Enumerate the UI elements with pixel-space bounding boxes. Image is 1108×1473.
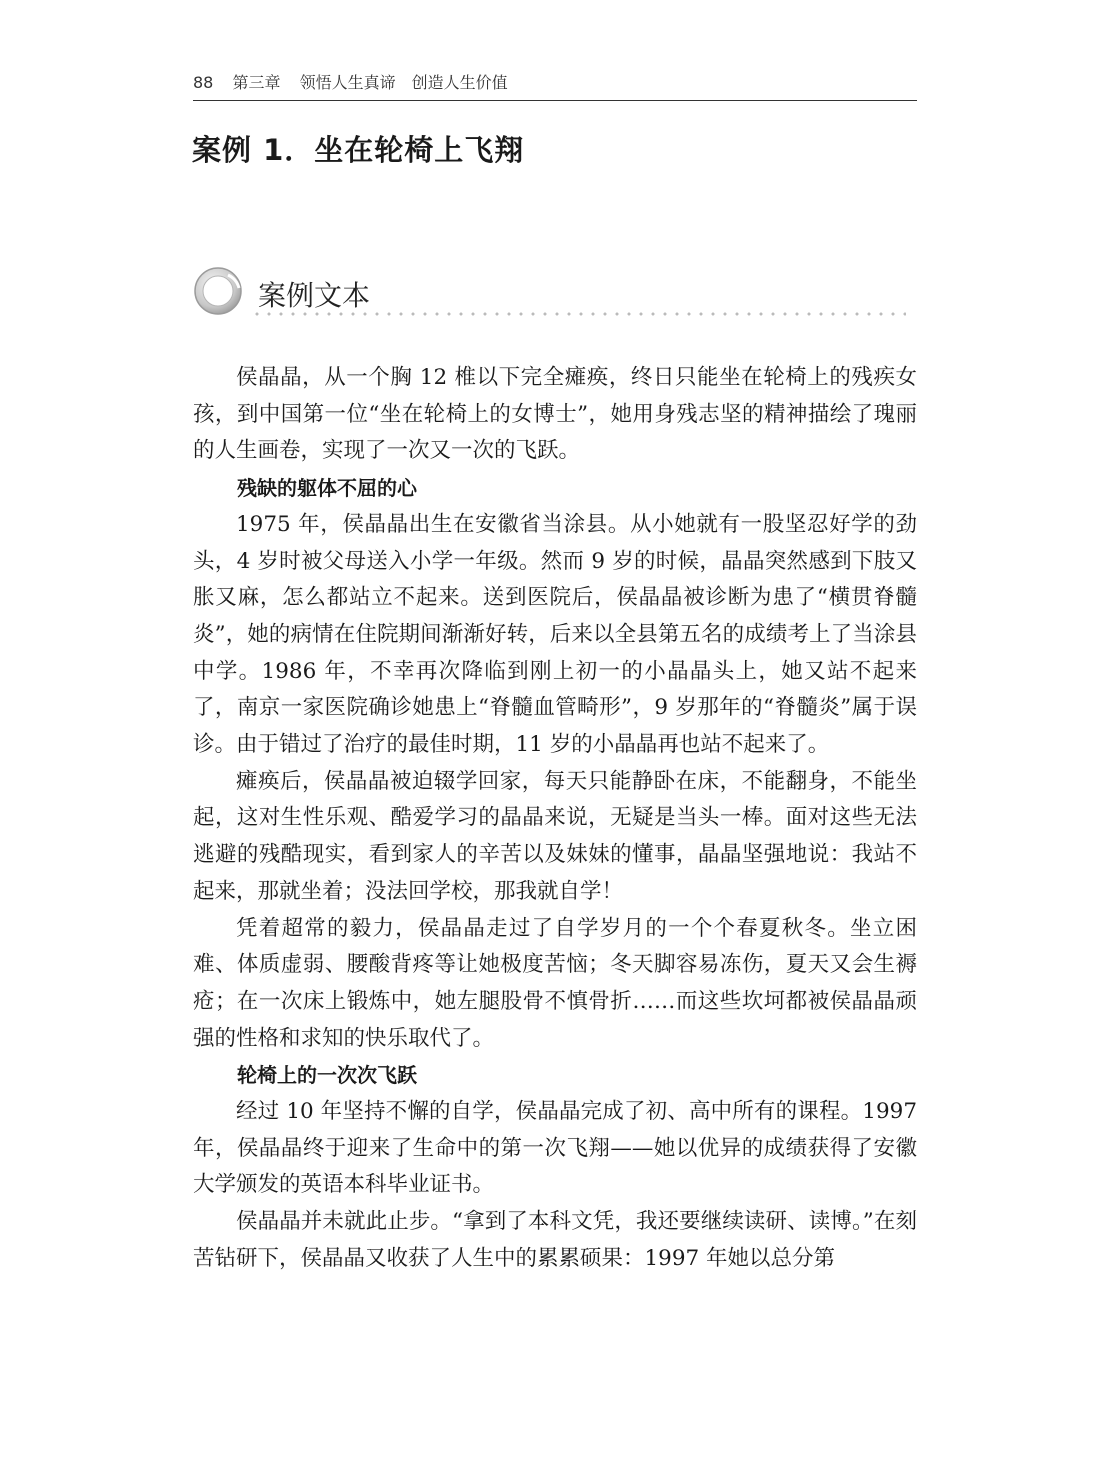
subheading: 轮椅上的一次次飞跃 [237,1063,417,1088]
page-number: 88 [193,73,214,92]
paragraph: 瘫痪后，侯晶晶被迫辍学回家，每天只能静卧在床，不能翻身，不能坐起，这对生性乐观、酷爱学习的晶晶来说，无疑是当头一棒。面对这些无法逃避的残酷现实，看到家人的辛苦以及妹妹的懂事，晶晶坚强地说：我站不起来，那就坐着；没法回学校，那我就自学！ [193,768,917,904]
paragraph: 侯晶晶，从一个胸 12 椎以下完全瘫痪，终日只能坐在轮椅上的残疾女孩，到中国第一位“坐在轮椅上的女博士”，她用身残志坚的精神描绘了瑰丽的人生画卷，实现了一次又一次的飞跃。 [193,365,917,464]
section-heading [193,262,917,322]
subheading: 残缺的躯体不屈的心 [237,476,417,501]
paragraph: 经过 10 年坚持不懈的自学，侯晶晶完成了初、高中所有的课程。1997 年，侯晶晶终于迎来了生命中的第一次飞翔——她以优异的成绩获得了安徽大学颁发的英语本科毕业证书。 [193,1099,917,1198]
chapter-title: 领悟人生真谛 创造人生价值 [299,73,508,92]
case-title: 案例 1．坐在轮椅上飞翔 [192,133,525,167]
paragraph: 凭着超常的毅力，侯晶晶走过了自学岁月的一个个春夏秋冬。坐立困难、体质虚弱、腰酸背疼等让她极度苦恼；冬天脚容易冻伤，夏天又会生褥疮；在一次床上锻炼中，她左腿股骨不慎骨折……而这些坎坷都被侯晶晶顽强的性格和求知的快乐取代了。 [193,915,917,1051]
dotted-divider [251,312,906,316]
article-body [193,360,917,1278]
paragraph: 1975 年，侯晶晶出生在安徽省当涂县。从小她就有一股坚忍好学的劲头，4 岁时被父母送入小学一年级。然而 9 岁的时候，晶晶突然感到下肢又胀又麻，怎么都站立不起来。送到医院后，侯晶晶被诊断为患了“横贯脊髓炎”，她的病情在住院期间渐渐好转，后来以全县第五名的成绩考上了当涂县中学。1986 年，不幸再次降临到刚上初一的小晶晶头上，她又站不起来了，南京一家医院确诊她患上“脊髓血管畸形”，9 岁那年的“脊髓炎”属于误诊。由于错过了治疗的最佳时期，11 岁的小晶晶再也站不起来了。 [193,511,917,758]
paragraph: 侯晶晶并未就此止步。“拿到了本科文凭，我还要继续读研、读博。”在刻苦钻研下，侯晶晶又收获了人生中的累累硕果：1997 年她以总分第 [193,1209,917,1271]
circle-badge-icon [193,266,243,316]
running-header [193,70,917,101]
chapter-number: 第三章 [232,73,281,92]
section-label: 案例文本 [258,279,371,312]
